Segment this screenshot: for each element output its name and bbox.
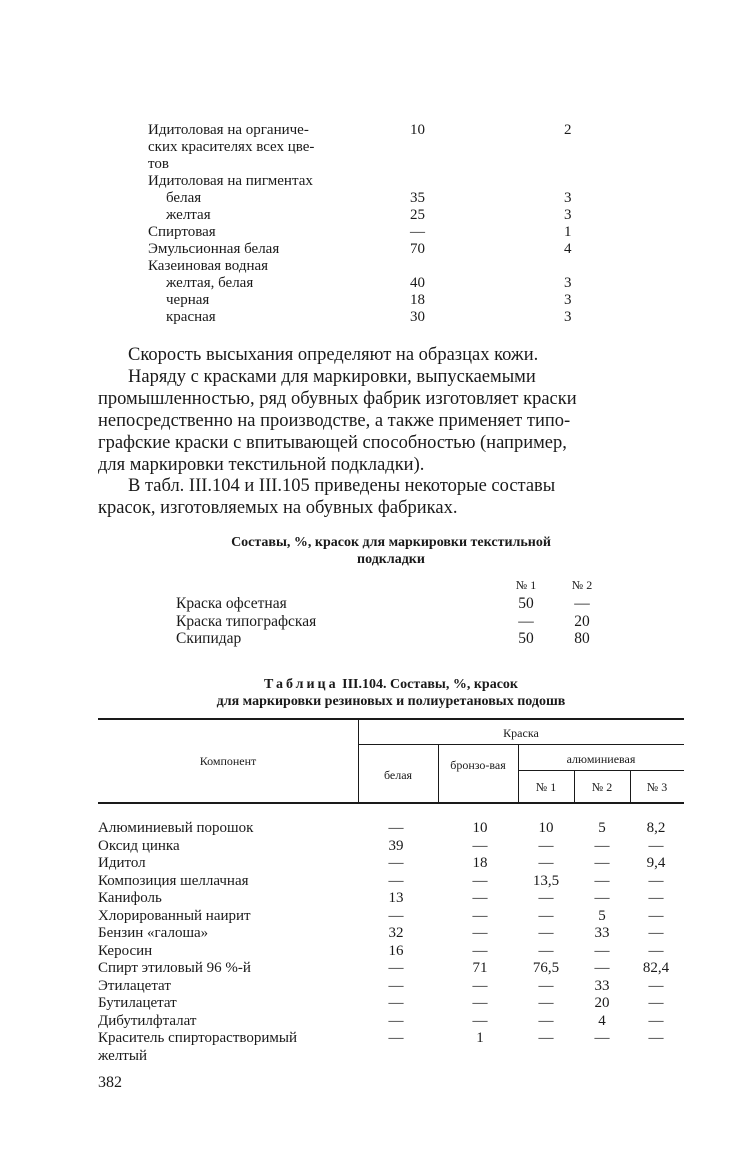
- cell-value: 1: [564, 224, 572, 240]
- table-row: [148, 122, 608, 139]
- paint-name: белая: [166, 190, 202, 206]
- caption-line: Составы, %, красок для маркировки текстильной: [231, 535, 551, 550]
- cell-value: —: [472, 872, 488, 889]
- table-row: [148, 139, 608, 156]
- rule-aluminum: [518, 770, 684, 771]
- caption-number: III.104.: [342, 677, 387, 692]
- paint-name: Идитоловая на пигментах: [148, 173, 313, 189]
- cell-value: 8,2: [646, 820, 666, 836]
- cell-value: 71: [472, 960, 488, 976]
- table-104-header: [98, 718, 684, 804]
- cell-value: —: [518, 612, 534, 630]
- cell-value: 13,5: [532, 872, 560, 889]
- cell-value: —: [472, 907, 488, 924]
- cell-value: —: [648, 995, 664, 1011]
- cell-value: —: [594, 890, 610, 906]
- header-n1: № 1: [535, 780, 557, 794]
- rule-vertical: [438, 745, 439, 804]
- caption-text: Составы, %, красок: [390, 677, 518, 692]
- table-104-caption: [98, 676, 684, 710]
- cell-value: 18: [472, 855, 488, 871]
- caption-line: подкладки: [357, 552, 425, 567]
- cell-value: —: [538, 1012, 554, 1029]
- table-row: [148, 224, 608, 241]
- cell-value: —: [472, 977, 488, 994]
- cell-value: 3: [564, 292, 572, 308]
- table-row: [98, 943, 684, 961]
- cell-value: 3: [564, 275, 572, 291]
- cell-value: —: [538, 855, 554, 871]
- cell-value: 5: [598, 907, 606, 924]
- component-name: Скипидар: [176, 630, 242, 647]
- cell-value: —: [538, 925, 554, 941]
- cell-value: 1: [476, 1030, 484, 1046]
- cell-value: —: [648, 907, 664, 924]
- header-paint: Краска: [503, 726, 539, 740]
- cell-value: —: [388, 1030, 404, 1046]
- table-row: [176, 630, 616, 648]
- cell-value: —: [388, 855, 404, 871]
- text-line: для маркировки текстильной подкладки).: [98, 455, 425, 475]
- column-header-n1: № 1: [515, 578, 537, 592]
- cell-value: —: [538, 995, 554, 1011]
- rule-bottom: [98, 802, 684, 804]
- paint-name: черная: [166, 292, 210, 308]
- header-n3: № 3: [646, 780, 668, 794]
- paint-name: Казеиновая водная: [148, 258, 269, 274]
- cell-value: 10: [538, 820, 554, 836]
- component-name: Керосин: [98, 942, 153, 959]
- table-row: [98, 873, 684, 891]
- text-line: Наряду с красками для маркировки, выпускаемыми: [128, 367, 536, 387]
- cell-value: —: [648, 1030, 664, 1046]
- table-row: [148, 207, 608, 224]
- cell-value: 39: [388, 837, 404, 854]
- cell-value: —: [538, 1030, 554, 1046]
- cell-value: —: [472, 995, 488, 1011]
- table-row: [98, 995, 684, 1013]
- cell-value: —: [388, 820, 404, 836]
- cell-value: —: [388, 995, 404, 1011]
- cell-value: 3: [564, 309, 572, 325]
- cell-value: 5: [598, 820, 606, 836]
- cell-value: —: [388, 907, 404, 924]
- cell-value: —: [648, 1012, 664, 1029]
- cell-value: —: [648, 872, 664, 889]
- cell-value: —: [388, 1012, 404, 1029]
- table-header: [176, 577, 616, 595]
- cell-value: —: [538, 942, 554, 959]
- cell-value: 70: [410, 241, 425, 257]
- cell-value: 32: [388, 925, 404, 941]
- cell-value: —: [472, 890, 488, 906]
- cell-value: 20: [574, 612, 590, 630]
- cell-value: —: [472, 1012, 488, 1029]
- cell-value: 18: [410, 292, 425, 308]
- component-name: Краситель спирторастворимый желтый: [98, 1030, 297, 1064]
- table-row: [148, 173, 608, 190]
- page-number: 382: [98, 1074, 122, 1091]
- component-name: Спирт этиловый 96 %-й: [98, 960, 251, 976]
- table-row: [98, 890, 684, 908]
- cell-value: 2: [564, 122, 572, 138]
- lining-paint-caption: [98, 534, 684, 568]
- cell-value: 20: [594, 995, 610, 1011]
- table-row: [176, 595, 616, 613]
- table-row: [148, 292, 608, 309]
- text-line: непосредственно на производстве, а также применяет типо-: [98, 411, 571, 431]
- cell-value: 25: [410, 207, 425, 223]
- component-name: Этилацетат: [98, 977, 171, 994]
- cell-value: 16: [388, 942, 404, 959]
- rule-top: [98, 718, 684, 720]
- header-white: белая: [383, 768, 413, 782]
- paint-name: желтая, белая: [166, 275, 254, 291]
- cell-value: 35: [410, 190, 425, 206]
- cell-value: —: [648, 890, 664, 906]
- paragraph-drying-speed: [98, 344, 684, 476]
- header-bronze: бронзо-вая: [450, 758, 506, 772]
- paint-name: ских красителях всех цве-: [148, 139, 315, 155]
- text-line: графские краски с впитывающей способностью (например,: [98, 433, 567, 453]
- table-row: [148, 258, 608, 275]
- cell-value: —: [574, 595, 590, 612]
- cell-value: —: [538, 837, 554, 854]
- cell-value: 30: [410, 309, 425, 325]
- table-row: [98, 978, 684, 996]
- cell-value: 82,4: [642, 960, 670, 976]
- cell-value: —: [538, 907, 554, 924]
- cell-value: —: [472, 837, 488, 854]
- table-row: [98, 855, 684, 873]
- paint-name: Эмульсионная белая: [148, 241, 280, 257]
- component-name: Алюминиевый порошок: [98, 820, 254, 836]
- table-row: [176, 613, 616, 631]
- component-name: Дибутилфталат: [98, 1012, 197, 1029]
- cell-value: —: [594, 1030, 610, 1046]
- lining-paint-table: [176, 577, 616, 648]
- header-n2: № 2: [591, 780, 613, 794]
- cell-value: —: [648, 942, 664, 959]
- component-name: Хлорированный наирит: [98, 907, 251, 924]
- caption-line: для маркировки резиновых и полиуретановых подошв: [216, 694, 566, 709]
- cell-value: —: [594, 837, 610, 854]
- table-row: [98, 1030, 684, 1065]
- paint-name: Идитоловая на органиче-: [148, 122, 309, 138]
- paragraph-table-reference: [98, 475, 684, 519]
- paint-name: Спиртовая: [148, 224, 216, 240]
- header-aluminum: алюминиевая: [566, 752, 636, 766]
- cell-value: —: [472, 942, 488, 959]
- component-name: Оксид цинка: [98, 837, 180, 854]
- cell-value: 3: [564, 207, 572, 223]
- paint-name: желтая: [166, 207, 211, 223]
- cell-value: 80: [574, 630, 590, 647]
- cell-value: —: [388, 977, 404, 994]
- cell-value: —: [538, 977, 554, 994]
- cell-value: 40: [410, 275, 425, 291]
- table-104-body: [98, 820, 684, 1065]
- cell-value: 76,5: [532, 960, 560, 976]
- cell-value: 10: [410, 122, 425, 138]
- cell-value: 13: [388, 890, 404, 906]
- table-row: [148, 241, 608, 258]
- table-row: [98, 960, 684, 978]
- paint-name: тов: [148, 156, 169, 172]
- table-row: [98, 838, 684, 856]
- cell-value: —: [648, 925, 664, 941]
- cell-value: 4: [598, 1012, 606, 1029]
- paint-name: красная: [166, 309, 216, 325]
- component-name: Краска офсетная: [176, 595, 287, 612]
- cell-value: —: [410, 224, 425, 240]
- cell-value: 3: [564, 190, 572, 206]
- cell-value: —: [594, 960, 610, 976]
- text-line: промышленностью, ряд обувных фабрик изготовляет краски: [98, 389, 577, 409]
- cell-value: —: [388, 960, 404, 976]
- table-row: [148, 309, 608, 326]
- component-name: Композиция шеллачная: [98, 872, 249, 889]
- cell-value: —: [594, 942, 610, 959]
- cell-value: 10: [472, 820, 488, 836]
- table-row: [148, 156, 608, 173]
- caption-prefix: Таблица: [264, 677, 339, 692]
- cell-value: 50: [518, 595, 534, 612]
- cell-value: —: [388, 872, 404, 889]
- text-line: красок, изготовляемых на обувных фабриках.: [98, 498, 458, 518]
- text-line: В табл. III.104 и III.105 приведены некоторые составы: [128, 476, 556, 496]
- component-name: Бутилацетат: [98, 995, 177, 1011]
- component-name: Бензин «галоша»: [98, 925, 209, 941]
- table-row: [98, 820, 684, 838]
- header-component: Компонент: [199, 754, 257, 768]
- paint-drying-table: [148, 122, 608, 326]
- component-name: Канифоль: [98, 890, 162, 906]
- table-row: [98, 925, 684, 943]
- cell-value: —: [648, 837, 664, 854]
- table-row: [148, 275, 608, 292]
- rule-paint: [358, 744, 684, 745]
- table-row: [98, 1013, 684, 1031]
- text-line: Скорость высыхания определяют на образцах кожи.: [128, 345, 539, 365]
- cell-value: 33: [594, 925, 610, 941]
- column-header-n2: № 2: [571, 578, 593, 592]
- cell-value: 50: [518, 630, 534, 647]
- table-row: [98, 908, 684, 926]
- component-name: Краска типографская: [176, 612, 317, 630]
- component-name: Идитол: [98, 855, 146, 871]
- cell-value: —: [594, 872, 610, 889]
- cell-value: 9,4: [646, 855, 666, 871]
- cell-value: —: [594, 855, 610, 871]
- cell-value: 4: [564, 241, 572, 257]
- table-row: [148, 190, 608, 207]
- cell-value: 33: [594, 977, 610, 994]
- cell-value: —: [472, 925, 488, 941]
- cell-value: —: [538, 890, 554, 906]
- cell-value: —: [648, 977, 664, 994]
